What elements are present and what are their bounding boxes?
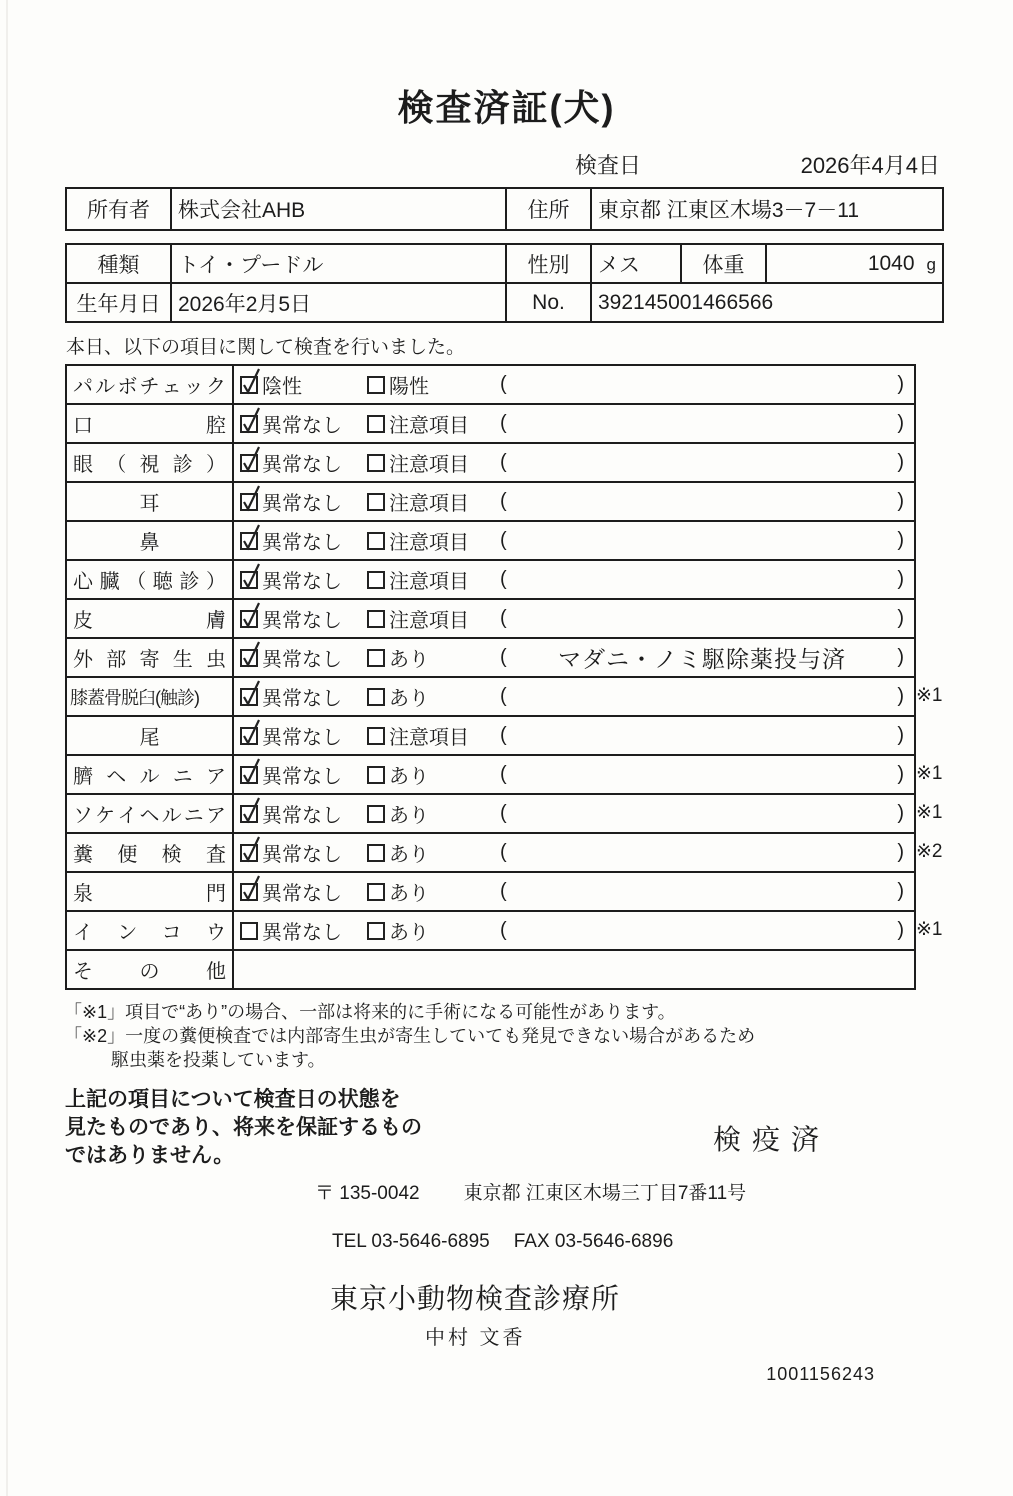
sex-value: メス (591, 244, 681, 283)
remark-field: ( ) (500, 724, 904, 746)
check-option-label: 異常なし (262, 688, 342, 710)
scan-edge-artifact (6, 0, 8, 1496)
check-item-label: 心 臓 （ 聴 診 ） (67, 561, 234, 598)
clinic-address: 東京都 江東区木場三丁目7番11号 (463, 1183, 747, 1204)
remark-field: ( ) (500, 802, 904, 824)
remark-field: ( ) (500, 529, 904, 551)
check-option-label: 異常なし (262, 571, 342, 593)
check-row (67, 366, 914, 405)
check-item-label: パ ル ボ チ ェ ッ ク (67, 366, 234, 403)
check-option (367, 448, 500, 477)
pet-info-table (65, 243, 944, 323)
checklist-table (65, 364, 943, 990)
veterinarian-name: 中村 文香 (425, 1327, 526, 1349)
check-option-label: 注意項目 (389, 454, 469, 476)
check-option-label: 異常なし (262, 649, 342, 671)
check-row (67, 405, 914, 444)
check-row (67, 678, 943, 717)
check-option-label: あり (389, 649, 429, 671)
check-option (367, 682, 500, 711)
check-option (367, 877, 500, 906)
check-row (67, 600, 914, 639)
check-option (367, 409, 500, 438)
check-option-label: 陽性 (389, 376, 429, 398)
checked-checkbox-icon (240, 688, 258, 706)
check-item-label: 耳 (67, 483, 234, 520)
check-option (367, 604, 500, 633)
checked-checkbox-icon (240, 532, 258, 550)
disclaimer-row (65, 1086, 948, 1170)
check-item-content (234, 639, 914, 676)
check-option-label: 注意項目 (389, 571, 469, 593)
remark-field: ( ) (500, 490, 904, 512)
remark-field: ( ) (500, 919, 904, 941)
remark-field: ( ) (500, 607, 904, 629)
check-item-content (234, 756, 914, 793)
unchecked-checkbox-icon (367, 532, 385, 550)
checked-checkbox-icon (240, 493, 258, 511)
check-row (67, 483, 914, 522)
check-item-label: ソ ケ イ ヘ ル ニ ア (67, 795, 234, 832)
disclaimer-line: ではありません。 (65, 1144, 235, 1167)
check-item-label: 口 腔 (67, 405, 234, 442)
remark-field: ( ) (500, 568, 904, 590)
birth-value: 2026年2月5日 (171, 283, 506, 322)
check-option-label: あり (389, 688, 429, 710)
check-option (367, 838, 500, 867)
check-item-content (234, 405, 914, 442)
check-row (67, 951, 914, 990)
address-label: 住所 (506, 188, 591, 230)
check-row (67, 912, 943, 951)
clinic-fax: FAX 03-5646-6896 (513, 1231, 674, 1252)
check-row (67, 834, 943, 873)
breed-row (66, 244, 943, 283)
check-row (67, 561, 914, 600)
check-option (240, 877, 367, 906)
owner-value: 株式会社AHB (171, 188, 506, 230)
checked-checkbox-icon (240, 766, 258, 784)
quarantine-stamp: 検疫済 (712, 1124, 830, 1155)
remark-text: マダニ・ノミ駆除薬投与済 (558, 646, 846, 672)
check-option-label: 異常なし (262, 844, 342, 866)
footnote-marker: ※1 (916, 919, 943, 940)
weight-label: 体重 (681, 244, 766, 283)
checked-checkbox-icon (240, 376, 258, 394)
check-row (67, 639, 914, 678)
check-option-label: 異常なし (262, 766, 342, 788)
check-option (240, 643, 367, 672)
check-option (240, 487, 367, 516)
check-option (240, 682, 367, 711)
check-option (240, 448, 367, 477)
check-item-content (234, 717, 914, 754)
weight-value: 1040 g (766, 244, 943, 283)
remark-field: ( ) (500, 451, 904, 473)
unchecked-checkbox-icon (367, 454, 385, 472)
check-option-label: 陰性 (262, 376, 302, 398)
check-item-label: 眼 （ 視 診 ） (67, 444, 234, 481)
check-item-content (234, 600, 914, 637)
breed-value: トイ・プードル (171, 244, 506, 283)
check-option (240, 838, 367, 867)
page-title: 検査済証(犬) (397, 87, 616, 128)
check-row (67, 756, 943, 795)
check-option-label: 異常なし (262, 727, 342, 749)
unchecked-checkbox-icon (367, 922, 385, 940)
unchecked-checkbox-icon (367, 883, 385, 901)
checked-checkbox-icon (240, 610, 258, 628)
address-value: 東京都 江東区木場3－7－11 (591, 188, 943, 230)
check-item-label: 鼻 (67, 522, 234, 559)
checked-checkbox-icon (240, 649, 258, 667)
check-option (367, 760, 500, 789)
check-option (367, 565, 500, 594)
no-value: 392145001466566 (591, 283, 943, 322)
check-item-content (234, 522, 914, 559)
unchecked-checkbox-icon (367, 415, 385, 433)
unchecked-checkbox-icon (367, 610, 385, 628)
remark-field: ( ) (500, 880, 904, 902)
check-option (240, 565, 367, 594)
remark-field: ( ) (500, 685, 904, 707)
footnote-marker: ※1 (916, 685, 943, 706)
footnote-line: 「※2」一度の糞便検査では内部寄生虫が寄生していても発見できない場合があるため (64, 1026, 756, 1046)
check-item-label: 泉 門 (67, 873, 234, 910)
footnote-line: 駆虫薬を投薬しています。 (111, 1050, 326, 1070)
check-item-content (234, 483, 914, 520)
check-item-label: 皮 膚 (67, 600, 234, 637)
unchecked-checkbox-icon (240, 922, 258, 940)
disclaimer-line: 見たものであり、将来を保証するもの (65, 1116, 422, 1139)
document-number: 1001156243 (766, 1364, 875, 1384)
sex-label: 性別 (506, 244, 591, 283)
birth-row (66, 283, 943, 322)
unchecked-checkbox-icon (367, 766, 385, 784)
check-option (240, 760, 367, 789)
check-option (367, 370, 500, 399)
footnote-line: 「※1」項目で“あり”の場合、一部は将来的に手術になる可能性があります。 (64, 1002, 676, 1022)
remark-field: ( ) (500, 763, 904, 785)
check-option-label: 異常なし (262, 610, 342, 632)
check-option-label: あり (389, 844, 429, 866)
check-item-content (234, 366, 914, 403)
check-option (240, 916, 367, 945)
footnote-marker: ※2 (916, 841, 943, 862)
check-option (367, 799, 500, 828)
check-row (67, 795, 943, 834)
check-option (240, 604, 367, 633)
clinic-phone-line (0, 1231, 1013, 1253)
check-item-label: 膝蓋骨脱臼(触診) (67, 678, 234, 715)
check-item-content (234, 678, 914, 715)
check-option (240, 799, 367, 828)
check-option (367, 643, 500, 672)
unchecked-checkbox-icon (367, 805, 385, 823)
check-option (240, 526, 367, 555)
intro-text: 本日、以下の項目に関して検査を行いました。 (66, 337, 466, 358)
check-option-label: 異常なし (262, 532, 342, 554)
check-option-label: 異常なし (262, 415, 342, 437)
check-option (367, 916, 500, 945)
clinic-address-line (0, 1178, 1013, 1205)
checked-checkbox-icon (240, 415, 258, 433)
unchecked-checkbox-icon (367, 376, 385, 394)
check-item-label: 糞 便 検 査 (67, 834, 234, 871)
disclaimer-line: 上記の項目について検査日の状態を (65, 1088, 401, 1111)
weight-unit: g (926, 254, 936, 274)
check-option-label: 異常なし (262, 922, 342, 944)
remark-field: ( ) (500, 412, 904, 434)
check-option-label: 注意項目 (389, 415, 469, 437)
no-label: No. (506, 283, 591, 322)
check-item-content (234, 951, 914, 988)
check-option-label: 異常なし (262, 493, 342, 515)
unchecked-checkbox-icon (367, 727, 385, 745)
check-option-label: あり (389, 922, 429, 944)
exam-date-label: 検査日 (575, 153, 642, 178)
check-option (240, 409, 367, 438)
check-option (240, 370, 367, 399)
checked-checkbox-icon (240, 883, 258, 901)
check-item-label: 外 部 寄 生 虫 (67, 639, 234, 676)
check-item-label: 臍 ヘ ル ニ ア (67, 756, 234, 793)
owner-table (65, 187, 944, 231)
remark-field: ( ) (500, 841, 904, 863)
check-option-label: 異常なし (262, 805, 342, 827)
check-item-content (234, 444, 914, 481)
owner-row (66, 188, 943, 230)
check-item-content (234, 873, 914, 910)
remark-field: ( ) (500, 373, 904, 395)
check-item-content (234, 834, 914, 871)
clinic-postal-code: 〒 135-0042 (315, 1183, 420, 1204)
check-item-content (234, 561, 914, 598)
exam-date-value: 2026年4月4日 (800, 153, 940, 178)
check-item-label: イ ン コ ウ (67, 912, 234, 949)
remark-field: ( マダニ・ノミ駆除薬投与済 ) (500, 641, 914, 674)
unchecked-checkbox-icon (367, 571, 385, 589)
check-option-label: 注意項目 (389, 727, 469, 749)
owner-label: 所有者 (66, 188, 171, 230)
check-row (67, 873, 914, 912)
check-option (367, 487, 500, 516)
check-item-content (234, 912, 914, 949)
check-row (67, 522, 914, 561)
unchecked-checkbox-icon (367, 493, 385, 511)
checked-checkbox-icon (240, 727, 258, 745)
clinic-name: 東京小動物検査診療所 (330, 1283, 621, 1314)
check-option-label: 異常なし (262, 454, 342, 476)
check-item-label: 尾 (67, 717, 234, 754)
check-row (67, 444, 914, 483)
check-option-label: 異常なし (262, 883, 342, 905)
check-option-label: 注意項目 (389, 493, 469, 515)
checked-checkbox-icon (240, 844, 258, 862)
check-option (240, 721, 367, 750)
breed-label: 種類 (66, 244, 171, 283)
unchecked-checkbox-icon (367, 688, 385, 706)
check-option-label: あり (389, 883, 429, 905)
check-row (67, 717, 914, 756)
unchecked-checkbox-icon (367, 649, 385, 667)
footnotes (64, 1000, 1013, 1072)
footnote-marker: ※1 (916, 763, 943, 784)
check-option-label: 注意項目 (389, 610, 469, 632)
check-option-label: 注意項目 (389, 532, 469, 554)
check-item-label: そ の 他 (67, 951, 234, 988)
disclaimer-text (65, 1086, 422, 1170)
check-option-label: あり (389, 766, 429, 788)
unchecked-checkbox-icon (367, 844, 385, 862)
checked-checkbox-icon (240, 571, 258, 589)
exam-date-row (65, 149, 940, 180)
check-option-label: あり (389, 805, 429, 827)
birth-label: 生年月日 (66, 283, 171, 322)
checked-checkbox-icon (240, 454, 258, 472)
check-item-content (234, 795, 914, 832)
check-option (367, 721, 500, 750)
footnote-marker: ※1 (916, 802, 943, 823)
check-option (367, 526, 500, 555)
checked-checkbox-icon (240, 805, 258, 823)
clinic-tel: TEL 03-5646-6895 (332, 1231, 490, 1252)
